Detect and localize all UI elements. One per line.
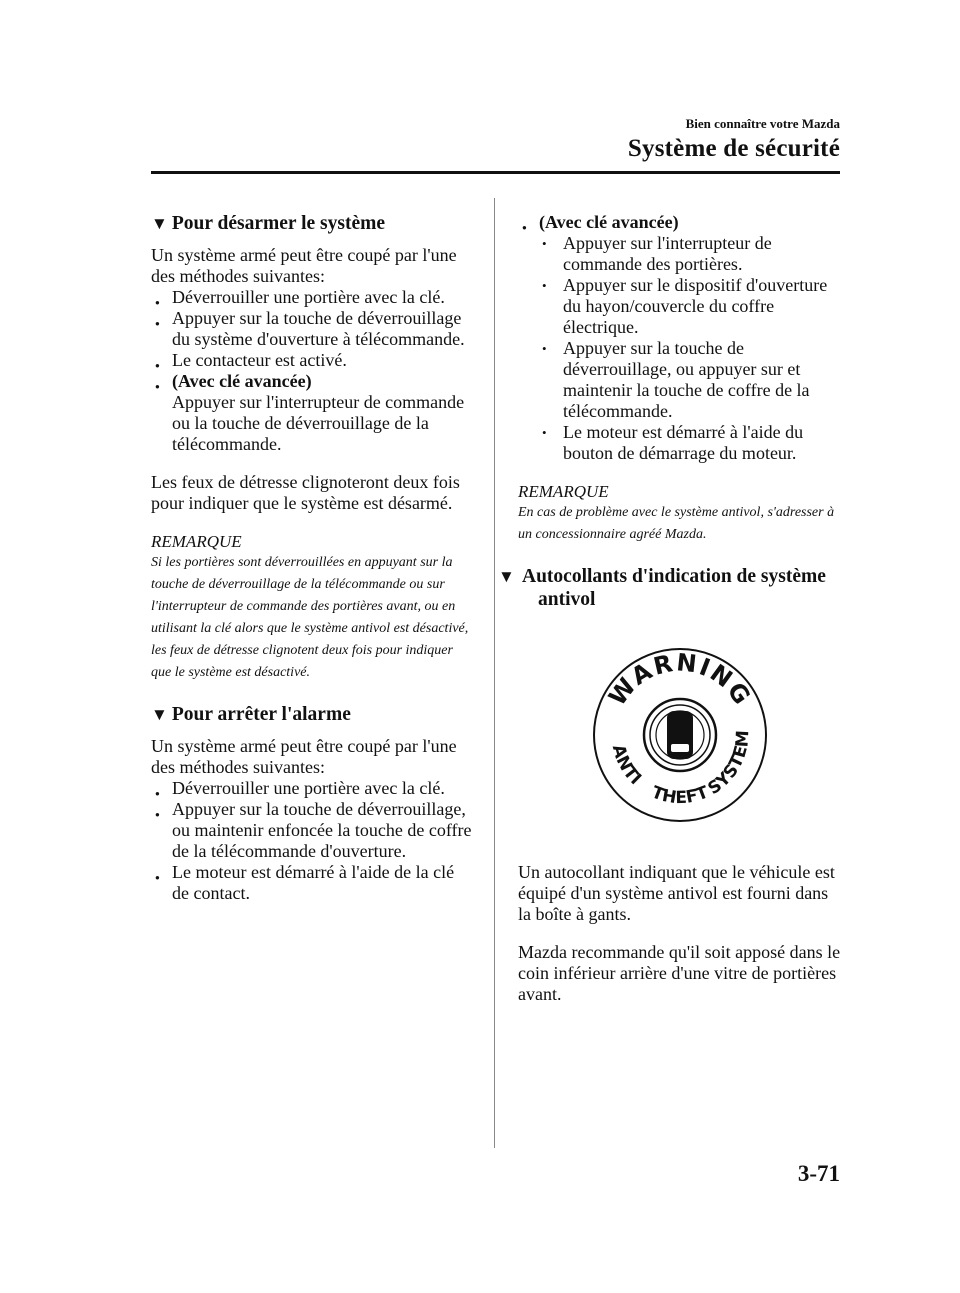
- badge-bottom-mid-text: THEFT: [648, 782, 712, 809]
- list-item: ● Le moteur est démarré à l'aide de la clé de contact.: [151, 862, 473, 904]
- heading-stickers: ▼ Autocollants d'indication de système antivol: [498, 566, 826, 610]
- column-divider: [494, 198, 495, 1148]
- header-title: Système de sécurité: [627, 135, 840, 162]
- anti-theft-warning-badge: [592, 647, 768, 823]
- note-text: En cas de problème avec le système antivol, s'adresser à un concessionnaire agréé Mazda.: [518, 505, 835, 542]
- stop-list: [151, 778, 473, 904]
- right-column: [498, 212, 843, 621]
- list-item: ● Appuyer sur la touche de déverrouillage du système d'ouverture à télécommande.: [151, 308, 473, 350]
- stop-intro: Un système armé peut être coupé par l'une des méthodes suivantes:: [151, 736, 457, 777]
- list-item: ● Appuyer sur la touche de déverrouillage, ou maintenir enfoncée la touche de coffre de la télécommande d'ouverture.: [151, 799, 473, 862]
- sticker-text-block: [518, 862, 843, 1022]
- badge-top-text: WARNING: [603, 648, 757, 712]
- badge-bottom-right-text: SYSTEM: [704, 729, 754, 800]
- list-item: [151, 371, 473, 455]
- sub-list-item: • Appuyer sur le dispositif d'ouverture du hayon/couvercle du coffre électrique.: [539, 275, 843, 338]
- sticker-paragraph: Un autocollant indiquant que le véhicule est équipé d'un système antivol est fourni dans la boîte à gants.: [518, 862, 835, 924]
- advanced-key-label: (Avec clé avancée): [539, 212, 679, 232]
- heading-stop-alarm: ▼ Pour arrêter l'alarme: [151, 704, 351, 725]
- left-column: [151, 212, 473, 921]
- header-section: Bien connaître votre Mazda: [685, 116, 840, 131]
- advanced-key-list: [518, 212, 843, 464]
- triangle-icon: ▼: [151, 705, 168, 724]
- sub-list-item: • Le moteur est démarré à l'aide du bouton de démarrage du moteur.: [539, 422, 843, 464]
- list-item: [518, 212, 843, 464]
- sticker-paragraph: Mazda recommande qu'il soit apposé dans le coin inférieur arrière d'une vitre de portières avant.: [518, 942, 841, 1004]
- disarm-list: [151, 287, 473, 455]
- header-rule: [151, 171, 840, 174]
- note-title: REMARQUE: [151, 532, 242, 551]
- note-text: Si les portières sont déverrouillées en appuyant sur la touche de déverrouillage de la télécommande ou sur l'interrupteur de commande des portières avant, ou en utilisant la clé alors que le système antivol est désactivé, les feux de détresse clignotent deux fois pour indiquer que le système est désactivé.: [151, 555, 469, 680]
- advanced-key-text: Appuyer sur l'interrupteur de commande ou la touche de déverrouillage de la télécommande.: [172, 392, 465, 454]
- badge-bottom-left-text: ANTI: [607, 742, 645, 790]
- hazard-text: Les feux de détresse clignoteront deux fois pour indiquer que le système est désarmé.: [151, 472, 460, 513]
- note-title: REMARQUE: [518, 482, 609, 501]
- disarm-intro: Un système armé peut être coupé par l'une des méthodes suivantes:: [151, 245, 457, 286]
- advanced-key-label: (Avec clé avancée): [172, 371, 312, 391]
- list-item: ● Déverrouiller une portière avec la clé.: [151, 287, 473, 308]
- sub-list-item: • Appuyer sur la touche de déverrouillage, ou appuyer sur et maintenir la touche de coffre de la télécommande.: [539, 338, 843, 422]
- list-item: ● Le contacteur est activé.: [151, 350, 473, 371]
- list-item: ● Déverrouiller une portière avec la clé.: [151, 778, 473, 799]
- advanced-key-sublist: [539, 233, 843, 464]
- triangle-icon: ▼: [151, 214, 168, 233]
- sub-list-item: • Appuyer sur l'interrupteur de commande des portières.: [539, 233, 843, 275]
- heading-disarm: ▼ Pour désarmer le système: [151, 213, 386, 234]
- page-number: 3-71: [797, 1161, 840, 1186]
